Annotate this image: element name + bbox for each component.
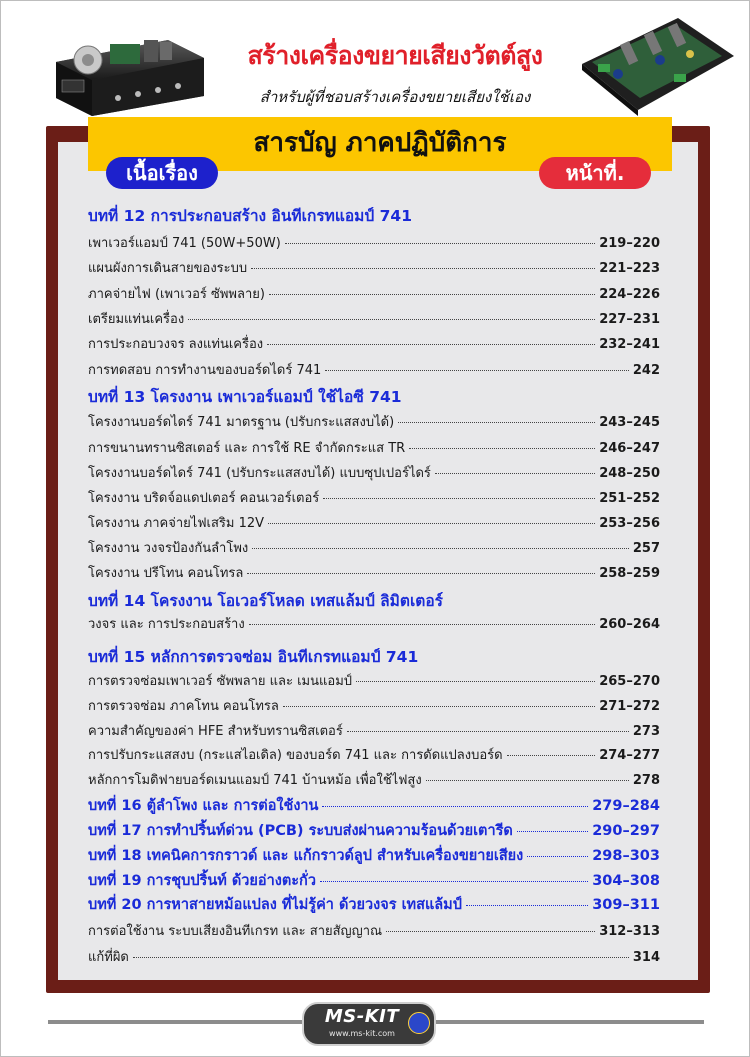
chapter-16-entry[interactable]: บทที่ 16 ตู้ลำโพง และ การต่อใช้งาน 279–284 bbox=[88, 798, 660, 814]
chapter-19-entry[interactable]: บทที่ 19 การชุบปริ้นท์ ด้วยอ่างตะกั่ว 304–308 bbox=[88, 873, 660, 889]
toc-entry[interactable]: โครงงาน บริดจ์อแดปเตอร์ คอนเวอร์เตอร์ 251–252 bbox=[88, 491, 660, 506]
contents-label: เนื้อเรื่อง bbox=[106, 157, 218, 189]
chapter-20-entry[interactable]: บทที่ 20 การหาสายหม้อแปลง ที่ไม่รู้ค่า ด้วยวงจร เทสแล้มป์ 309–311 bbox=[88, 897, 660, 913]
logo-brand: MS-KIT bbox=[324, 1006, 400, 1027]
globe-icon bbox=[408, 1012, 430, 1034]
chapter-13-heading: บทที่ 13 โครงงาน เพาเวอร์แอมป์ ใช้ไอซี 741 bbox=[88, 388, 402, 406]
toc-entry[interactable]: โครงงาน ภาคจ่ายไฟเสริม 12V 253–256 bbox=[88, 516, 660, 531]
toc-entry[interactable]: เพาเวอร์แอมป์ 741 (50W+50W) 219–220 bbox=[88, 236, 660, 251]
toc-entry[interactable]: แผนผังการเดินสายของระบบ 221–223 bbox=[88, 261, 660, 276]
toc-entry[interactable]: การทดสอบ การทำงานของบอร์ดไดร์ 741 242 bbox=[88, 363, 660, 378]
chapter-18-entry[interactable]: บทที่ 18 เทคนิคการกราวด์ และ แก้กราวด์ลูป สำหรับเครื่องขยายเสียง 298–303 bbox=[88, 848, 660, 864]
toc-entry[interactable]: โครงงาน ปรีโทน คอนโทรล 258–259 bbox=[88, 566, 660, 581]
toc-entry[interactable]: การขนานทรานซิสเตอร์ และ การใช้ RE จำกัดกระแส TR 246–247 bbox=[88, 441, 660, 456]
logo-url: www.ms-kit.com bbox=[329, 1029, 395, 1038]
toc-entry[interactable]: การประกอบวงจร ลงแท่นเครื่อง 232–241 bbox=[88, 337, 660, 352]
toc-entry[interactable]: แก้ที่ผิด 314 bbox=[88, 950, 660, 965]
toc-entry[interactable]: การตรวจซ่อมเพาเวอร์ ซัพพลาย และ เมนแอมป์ 265–270 bbox=[88, 674, 660, 689]
chapter-12-heading: บทที่ 12 การประกอบสร้าง อินทีเกรทแอมป์ 741 bbox=[88, 207, 412, 225]
toc-entry[interactable]: การต่อใช้งาน ระบบเสียงอินทีเกรท และ สายสัญญาณ 312–313 bbox=[88, 924, 660, 939]
toc-entry[interactable]: เตรียมแท่นเครื่อง 227–231 bbox=[88, 312, 660, 327]
ms-kit-logo[interactable] bbox=[302, 1002, 436, 1046]
book-subtitle: สำหรับผู้ที่ชอบสร้างเครื่องขยายเสียงใช้เอง bbox=[259, 88, 531, 106]
toc-entry[interactable]: โครงงานบอร์ดไดร์ 741 มาตรฐาน (ปรับกระแสสงบได้) 243–245 bbox=[88, 415, 660, 430]
toc-entry[interactable]: ภาคจ่ายไฟ (เพาเวอร์ ซัพพลาย) 224–226 bbox=[88, 287, 660, 302]
amplifier-photo bbox=[48, 18, 208, 116]
toc-entry[interactable]: ความสำคัญของค่า HFE สำหรับทรานซิสเตอร์ 273 bbox=[88, 724, 660, 739]
chapter-17-entry[interactable]: บทที่ 17 การทำปริ้นท์ด่วน (PCB) ระบบส่งผ่านความร้อนด้วยเตารีด 290–297 bbox=[88, 823, 660, 839]
circuit-board-photo bbox=[578, 12, 736, 116]
toc-entry[interactable]: โครงงานบอร์ดไดร์ 741 (ปรับกระแสสงบได้) แบบซุปเปอร์ไดร์ 248–250 bbox=[88, 466, 660, 481]
book-title: สร้างเครื่องขยายเสียงวัตต์สูง bbox=[247, 41, 543, 70]
page-label: หน้าที่. bbox=[539, 157, 651, 189]
toc-heading: สารบัญ ภาคปฏิบัติการ bbox=[253, 128, 507, 158]
toc-entry[interactable]: การปรับกระแสสงบ (กระแสไอเดิล) ของบอร์ด 741 และ การดัดแปลงบอร์ด 274–277 bbox=[88, 748, 660, 763]
toc-entry[interactable]: การตรวจซ่อม ภาคโทน คอนโทรล 271–272 bbox=[88, 699, 660, 714]
toc-entry[interactable]: หลักการโมดิฟายบอร์ดเมนแอมป์ 741 บ้านหม้อ เพื่อใช้ไฟสูง 278 bbox=[88, 773, 660, 788]
toc-entry[interactable]: วงจร และ การประกอบสร้าง 260–264 bbox=[88, 617, 660, 632]
toc-entry[interactable]: โครงงาน วงจรป้องกันลำโพง 257 bbox=[88, 541, 660, 556]
chapter-14-heading: บทที่ 14 โครงงาน โอเวอร์โหลด เทสแล้มป์ ลิมิตเตอร์ bbox=[88, 592, 443, 610]
chapter-15-heading: บทที่ 15 หลักการตรวจซ่อม อินทีเกรทแอมป์ 741 bbox=[88, 648, 419, 666]
